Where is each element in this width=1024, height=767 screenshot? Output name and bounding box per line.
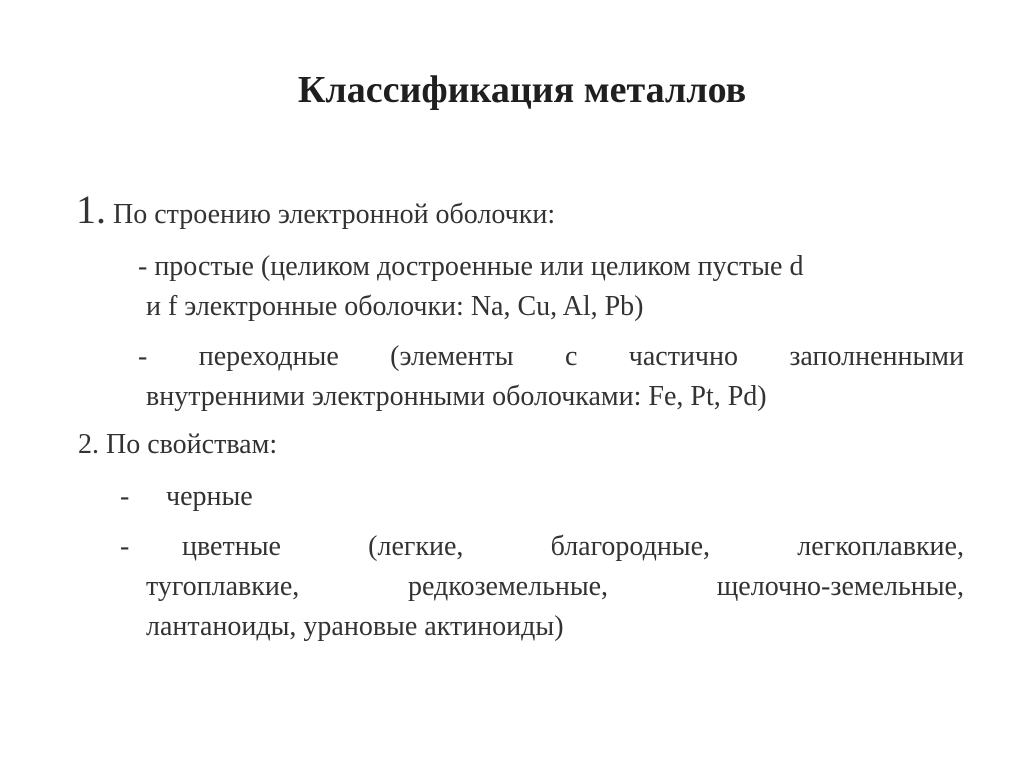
nonferrous-dash: - — [120, 531, 130, 562]
ferrous-dash: - — [120, 481, 130, 512]
slide-title: Классификация металлов — [297, 69, 747, 111]
nonferrous-line-2 — [146, 570, 964, 604]
transition-word: частично — [628, 341, 738, 372]
transition-metals-line-2: внутренними электронными оболочками: Fe, Pt, Pd) — [146, 381, 767, 412]
nonferrous-word: цветные — [182, 531, 281, 562]
nonferrous-word: благородные, — [550, 531, 711, 562]
nonferrous-word: щелочно-земельные, — [716, 571, 964, 602]
transition-word: с — [564, 341, 578, 372]
nonferrous-line-3: лантаноиды, урановые актиноиды) — [146, 611, 564, 642]
ferrous-metals: черные — [166, 481, 253, 512]
section-2-heading: 2. По свойствам: — [78, 429, 278, 460]
simple-metals-line-1: - простые (целиком достроенные или целиком пустые d — [138, 251, 804, 282]
section-1-heading-text: По строению электронной оболочки: — [113, 199, 556, 230]
nonferrous-word: редкоземельные, — [407, 571, 609, 602]
transition-word: заполненными — [789, 341, 964, 372]
transition-metals-line-1 — [138, 340, 964, 374]
nonferrous-word: тугоплавкие, — [146, 571, 300, 602]
nonferrous-line-1 — [182, 530, 964, 564]
transition-word: переходные — [198, 341, 339, 372]
nonferrous-word: (легкие, — [368, 531, 464, 562]
section-1-heading — [76, 187, 556, 232]
nonferrous-word: легкоплавкие, — [797, 531, 964, 562]
transition-word: (элементы — [390, 341, 514, 372]
section-1-number: 1. — [76, 187, 106, 232]
transition-dash: - — [138, 341, 148, 372]
simple-metals-line-2: и f электронные оболочки: Na, Cu, Al, Pb) — [146, 291, 644, 322]
